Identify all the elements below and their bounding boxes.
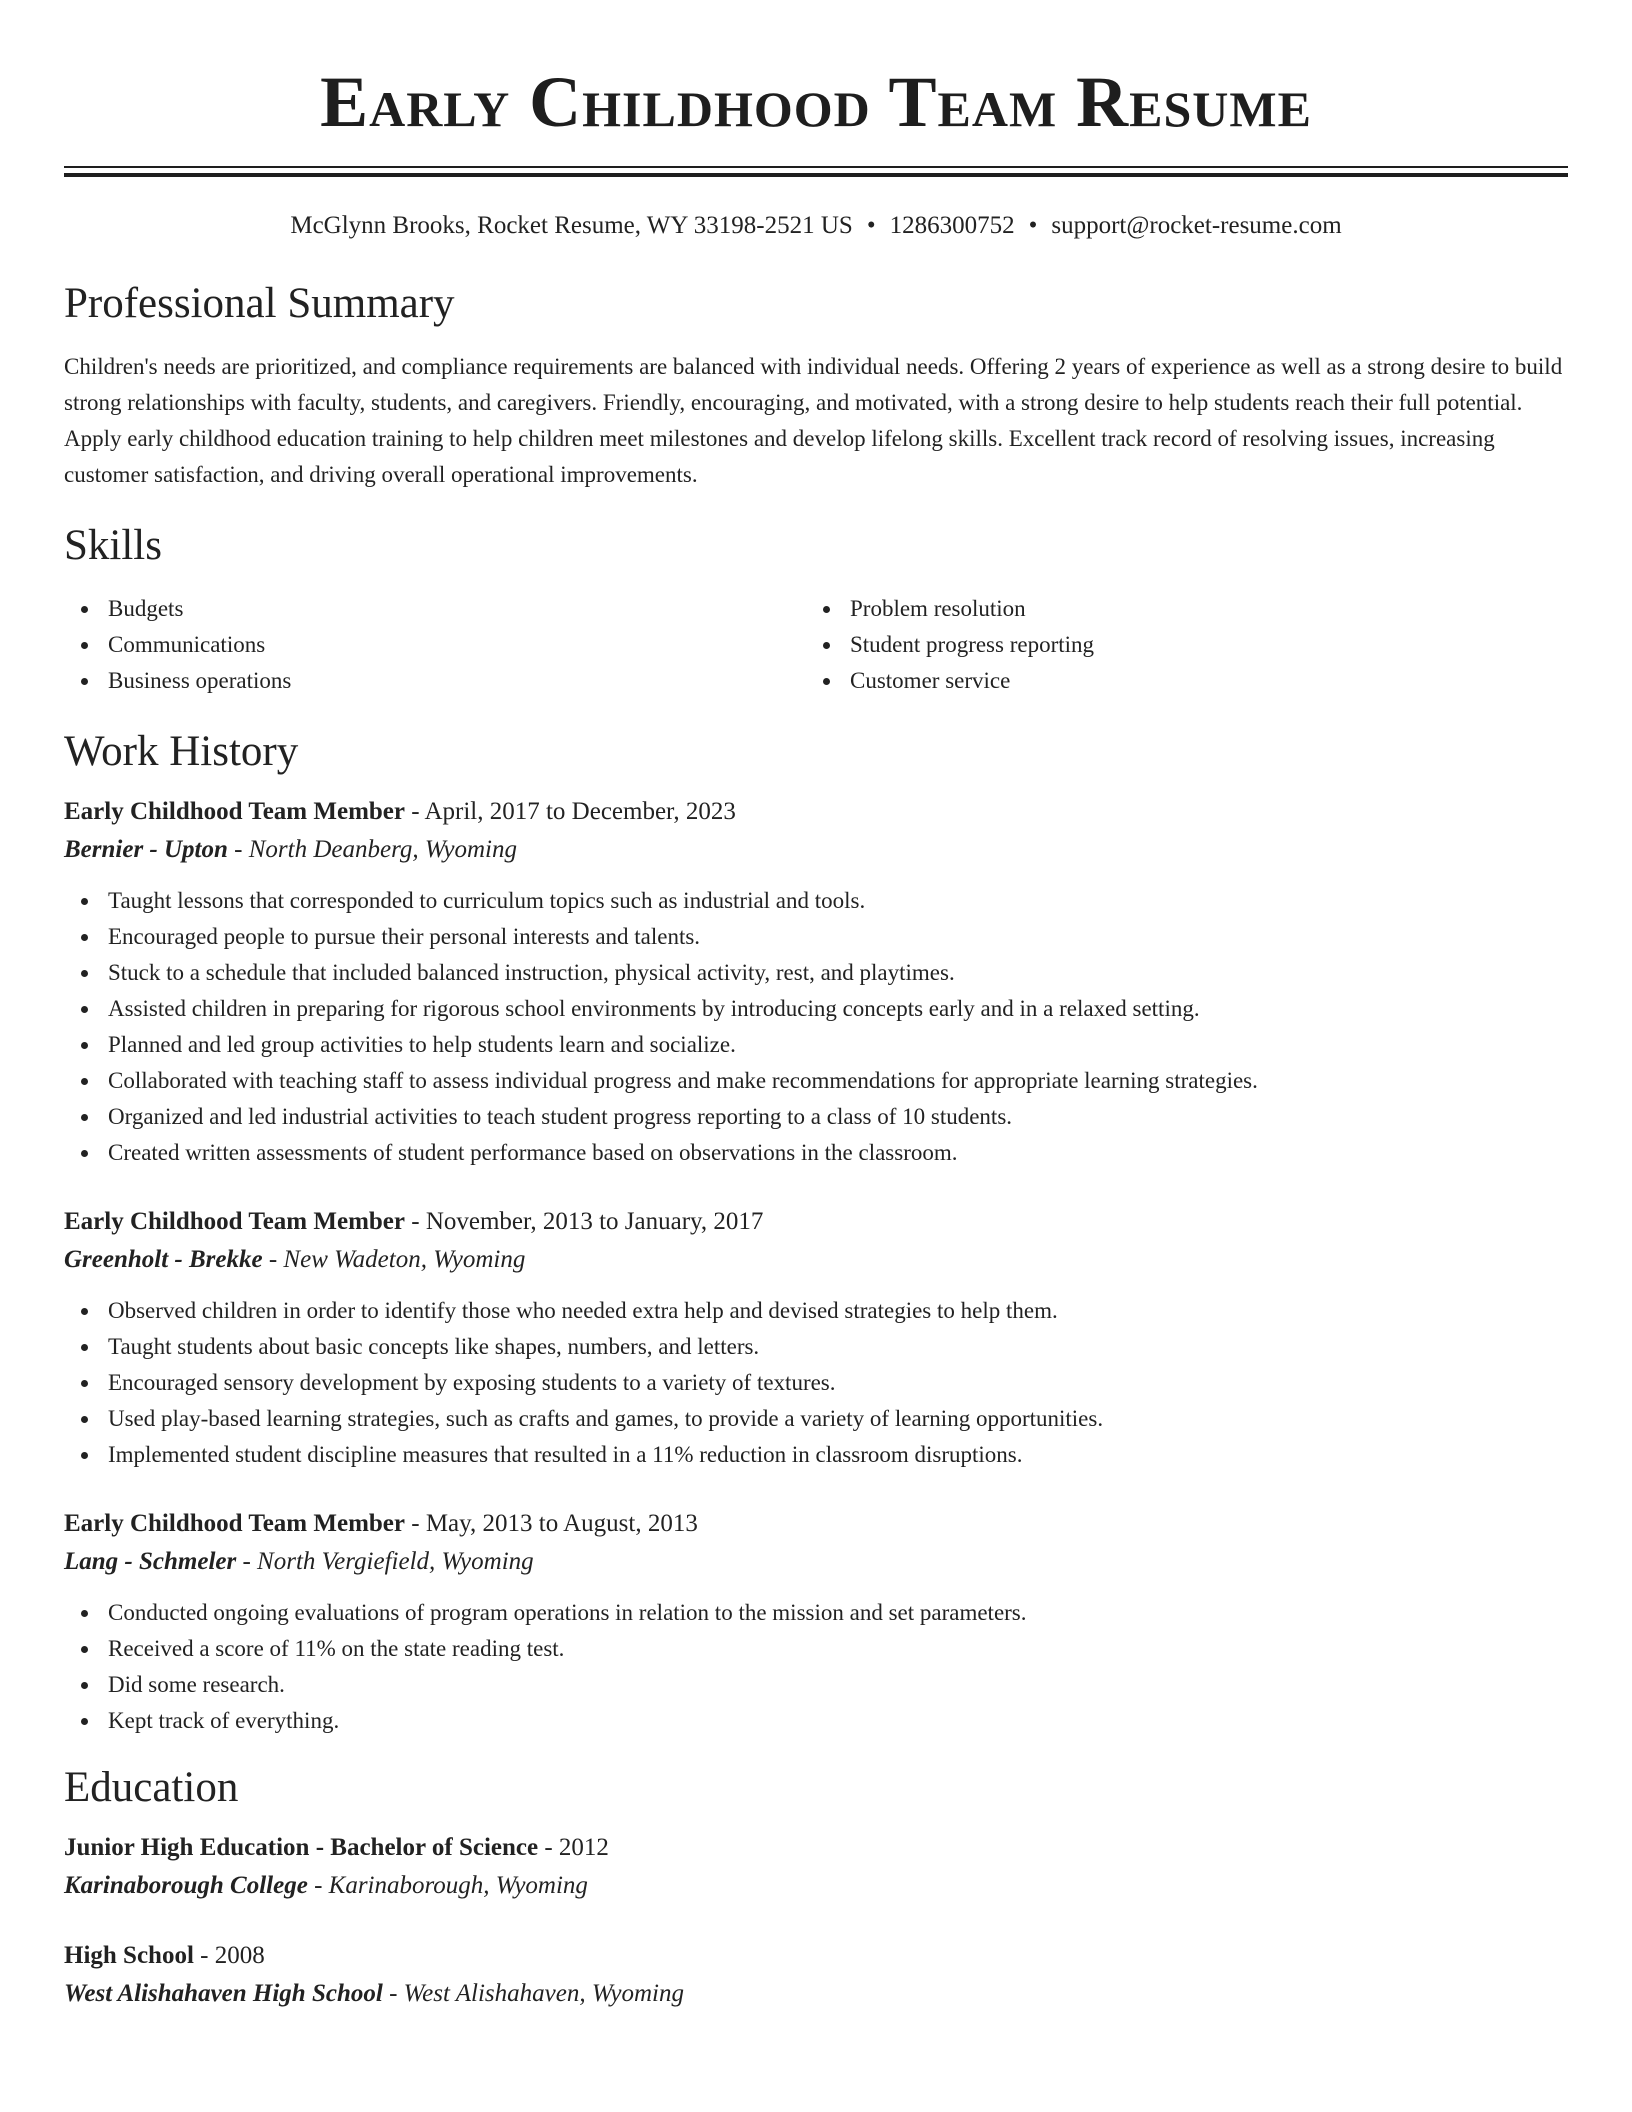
education-entry bbox=[64, 1829, 1568, 1905]
resume-title: Early Childhood Team Resume bbox=[320, 62, 1312, 142]
job-location: - North Deanberg, Wyoming bbox=[227, 836, 518, 863]
summary-text: Children's needs are prioritized, and compliance requirements are balanced with individual needs. Offering 2 years of experience as well as a strong desire to build strong relationships with faculty, students, and caregivers. Friendly, encouraging, and motivated, with a strong desire to help students reach their full potential. Apply early childhood education training to help children meet milestones and develop lifelong skills. Excellent track record of resolving issues, increasing customer satisfaction, and driving overall operational improvements. bbox=[64, 354, 1563, 487]
skill-item: Student progress reporting bbox=[806, 627, 1548, 663]
job-company-line bbox=[64, 831, 1568, 869]
job-company-line bbox=[64, 1543, 1568, 1581]
job-duties bbox=[64, 883, 1568, 1171]
skill-item: Budgets bbox=[64, 591, 806, 627]
contact-phone: 1286300752 bbox=[889, 212, 1015, 239]
education-degree: High School bbox=[64, 1942, 194, 1969]
job-duty: Conducted ongoing evaluations of program operations in relation to the mission and set parameters. bbox=[64, 1595, 1568, 1631]
job-duty: Assisted children in preparing for rigorous school environments by introducing concepts early and in a relaxed setting. bbox=[64, 991, 1568, 1027]
job-entry bbox=[64, 793, 1568, 1171]
job-title: Early Childhood Team Member bbox=[64, 798, 405, 825]
job-company: Lang - Schmeler bbox=[64, 1548, 237, 1575]
job-duties bbox=[64, 1595, 1568, 1739]
job-duty: Taught lessons that corresponded to curriculum topics such as industrial and tools. bbox=[64, 883, 1568, 919]
education-year: - 2008 bbox=[193, 1942, 265, 1969]
job-entry bbox=[64, 1505, 1568, 1739]
education-location: - West Alishahaven, Wyoming bbox=[382, 1980, 684, 2007]
job-duty: Received a score of 11% on the state reading test. bbox=[64, 1631, 1568, 1667]
job-company: Bernier - Upton bbox=[64, 836, 228, 863]
skill-item: Problem resolution bbox=[806, 591, 1548, 627]
education-school-line bbox=[64, 1867, 1568, 1905]
job-duty: Kept track of everything. bbox=[64, 1703, 1568, 1739]
summary-heading: Professional Summary bbox=[64, 280, 455, 327]
contact-separator: • bbox=[1028, 212, 1038, 239]
skills-heading: Skills bbox=[64, 522, 162, 569]
job-title: Early Childhood Team Member bbox=[64, 1208, 405, 1235]
job-duty: Organized and led industrial activities to teach student progress reporting to a class of 10 students. bbox=[64, 1099, 1568, 1135]
job-duty: Taught students about basic concepts like shapes, numbers, and letters. bbox=[64, 1329, 1568, 1365]
job-duty: Encouraged people to pursue their personal interests and talents. bbox=[64, 919, 1568, 955]
job-company-line bbox=[64, 1241, 1568, 1279]
education-school: West Alishahaven High School bbox=[64, 1980, 383, 2007]
skill-item: Customer service bbox=[806, 663, 1548, 699]
education-entry bbox=[64, 1937, 1568, 2013]
skill-item: Business operations bbox=[64, 663, 806, 699]
job-location: - North Vergiefield, Wyoming bbox=[236, 1548, 534, 1575]
job-duty: Encouraged sensory development by exposing students to a variety of textures. bbox=[64, 1365, 1568, 1401]
contact-separator: • bbox=[866, 212, 876, 239]
job-dates: - November, 2013 to January, 2017 bbox=[405, 1208, 764, 1235]
job-duty: Stuck to a schedule that included balanced instruction, physical activity, rest, and playtimes. bbox=[64, 955, 1568, 991]
job-entry bbox=[64, 1203, 1568, 1473]
job-duty: Used play-based learning strategies, such as crafts and games, to provide a variety of learning opportunities. bbox=[64, 1401, 1568, 1437]
job-duty: Collaborated with teaching staff to assess individual progress and make recommendations for appropriate learning strategies. bbox=[64, 1063, 1568, 1099]
skills-column-right bbox=[806, 591, 1548, 699]
work-history-heading: Work History bbox=[64, 728, 299, 775]
job-title-line bbox=[64, 1203, 1568, 1241]
job-title-line bbox=[64, 793, 1568, 831]
education-school: Karinaborough College bbox=[64, 1872, 308, 1899]
job-duty: Did some research. bbox=[64, 1667, 1568, 1703]
job-duty: Planned and led group activities to help students learn and socialize. bbox=[64, 1027, 1568, 1063]
contact-address: McGlynn Brooks, Rocket Resume, WY 33198-2521 US bbox=[290, 212, 853, 239]
education-school-line bbox=[64, 1975, 1568, 2013]
job-duties bbox=[64, 1293, 1568, 1473]
contact-line bbox=[64, 211, 1568, 241]
job-dates: - May, 2013 to August, 2013 bbox=[405, 1510, 698, 1537]
job-title: Early Childhood Team Member bbox=[64, 1510, 405, 1537]
skills-column-left bbox=[64, 591, 806, 699]
job-company: Greenholt - Brekke bbox=[64, 1246, 263, 1273]
education-heading: Education bbox=[64, 1764, 239, 1811]
job-location: - New Wadeton, Wyoming bbox=[262, 1246, 526, 1273]
education-location: - Karinaborough, Wyoming bbox=[307, 1872, 588, 1899]
job-dates: - April, 2017 to December, 2023 bbox=[405, 798, 736, 825]
job-duty: Implemented student discipline measures that resulted in a 11% reduction in classroom disruptions. bbox=[64, 1437, 1568, 1473]
job-title-line bbox=[64, 1505, 1568, 1543]
job-duty: Observed children in order to identify those who needed extra help and devised strategies to help them. bbox=[64, 1293, 1568, 1329]
job-duty: Created written assessments of student performance based on observations in the classroom. bbox=[64, 1135, 1568, 1171]
education-degree: Junior High Education - Bachelor of Science bbox=[64, 1834, 539, 1861]
education-degree-line bbox=[64, 1829, 1568, 1867]
contact-email: support@rocket-resume.com bbox=[1051, 212, 1342, 239]
education-year: - 2012 bbox=[538, 1834, 609, 1861]
skills-list bbox=[64, 591, 1568, 699]
title-divider bbox=[64, 166, 1568, 177]
education-degree-line bbox=[64, 1937, 1568, 1975]
skill-item: Communications bbox=[64, 627, 806, 663]
